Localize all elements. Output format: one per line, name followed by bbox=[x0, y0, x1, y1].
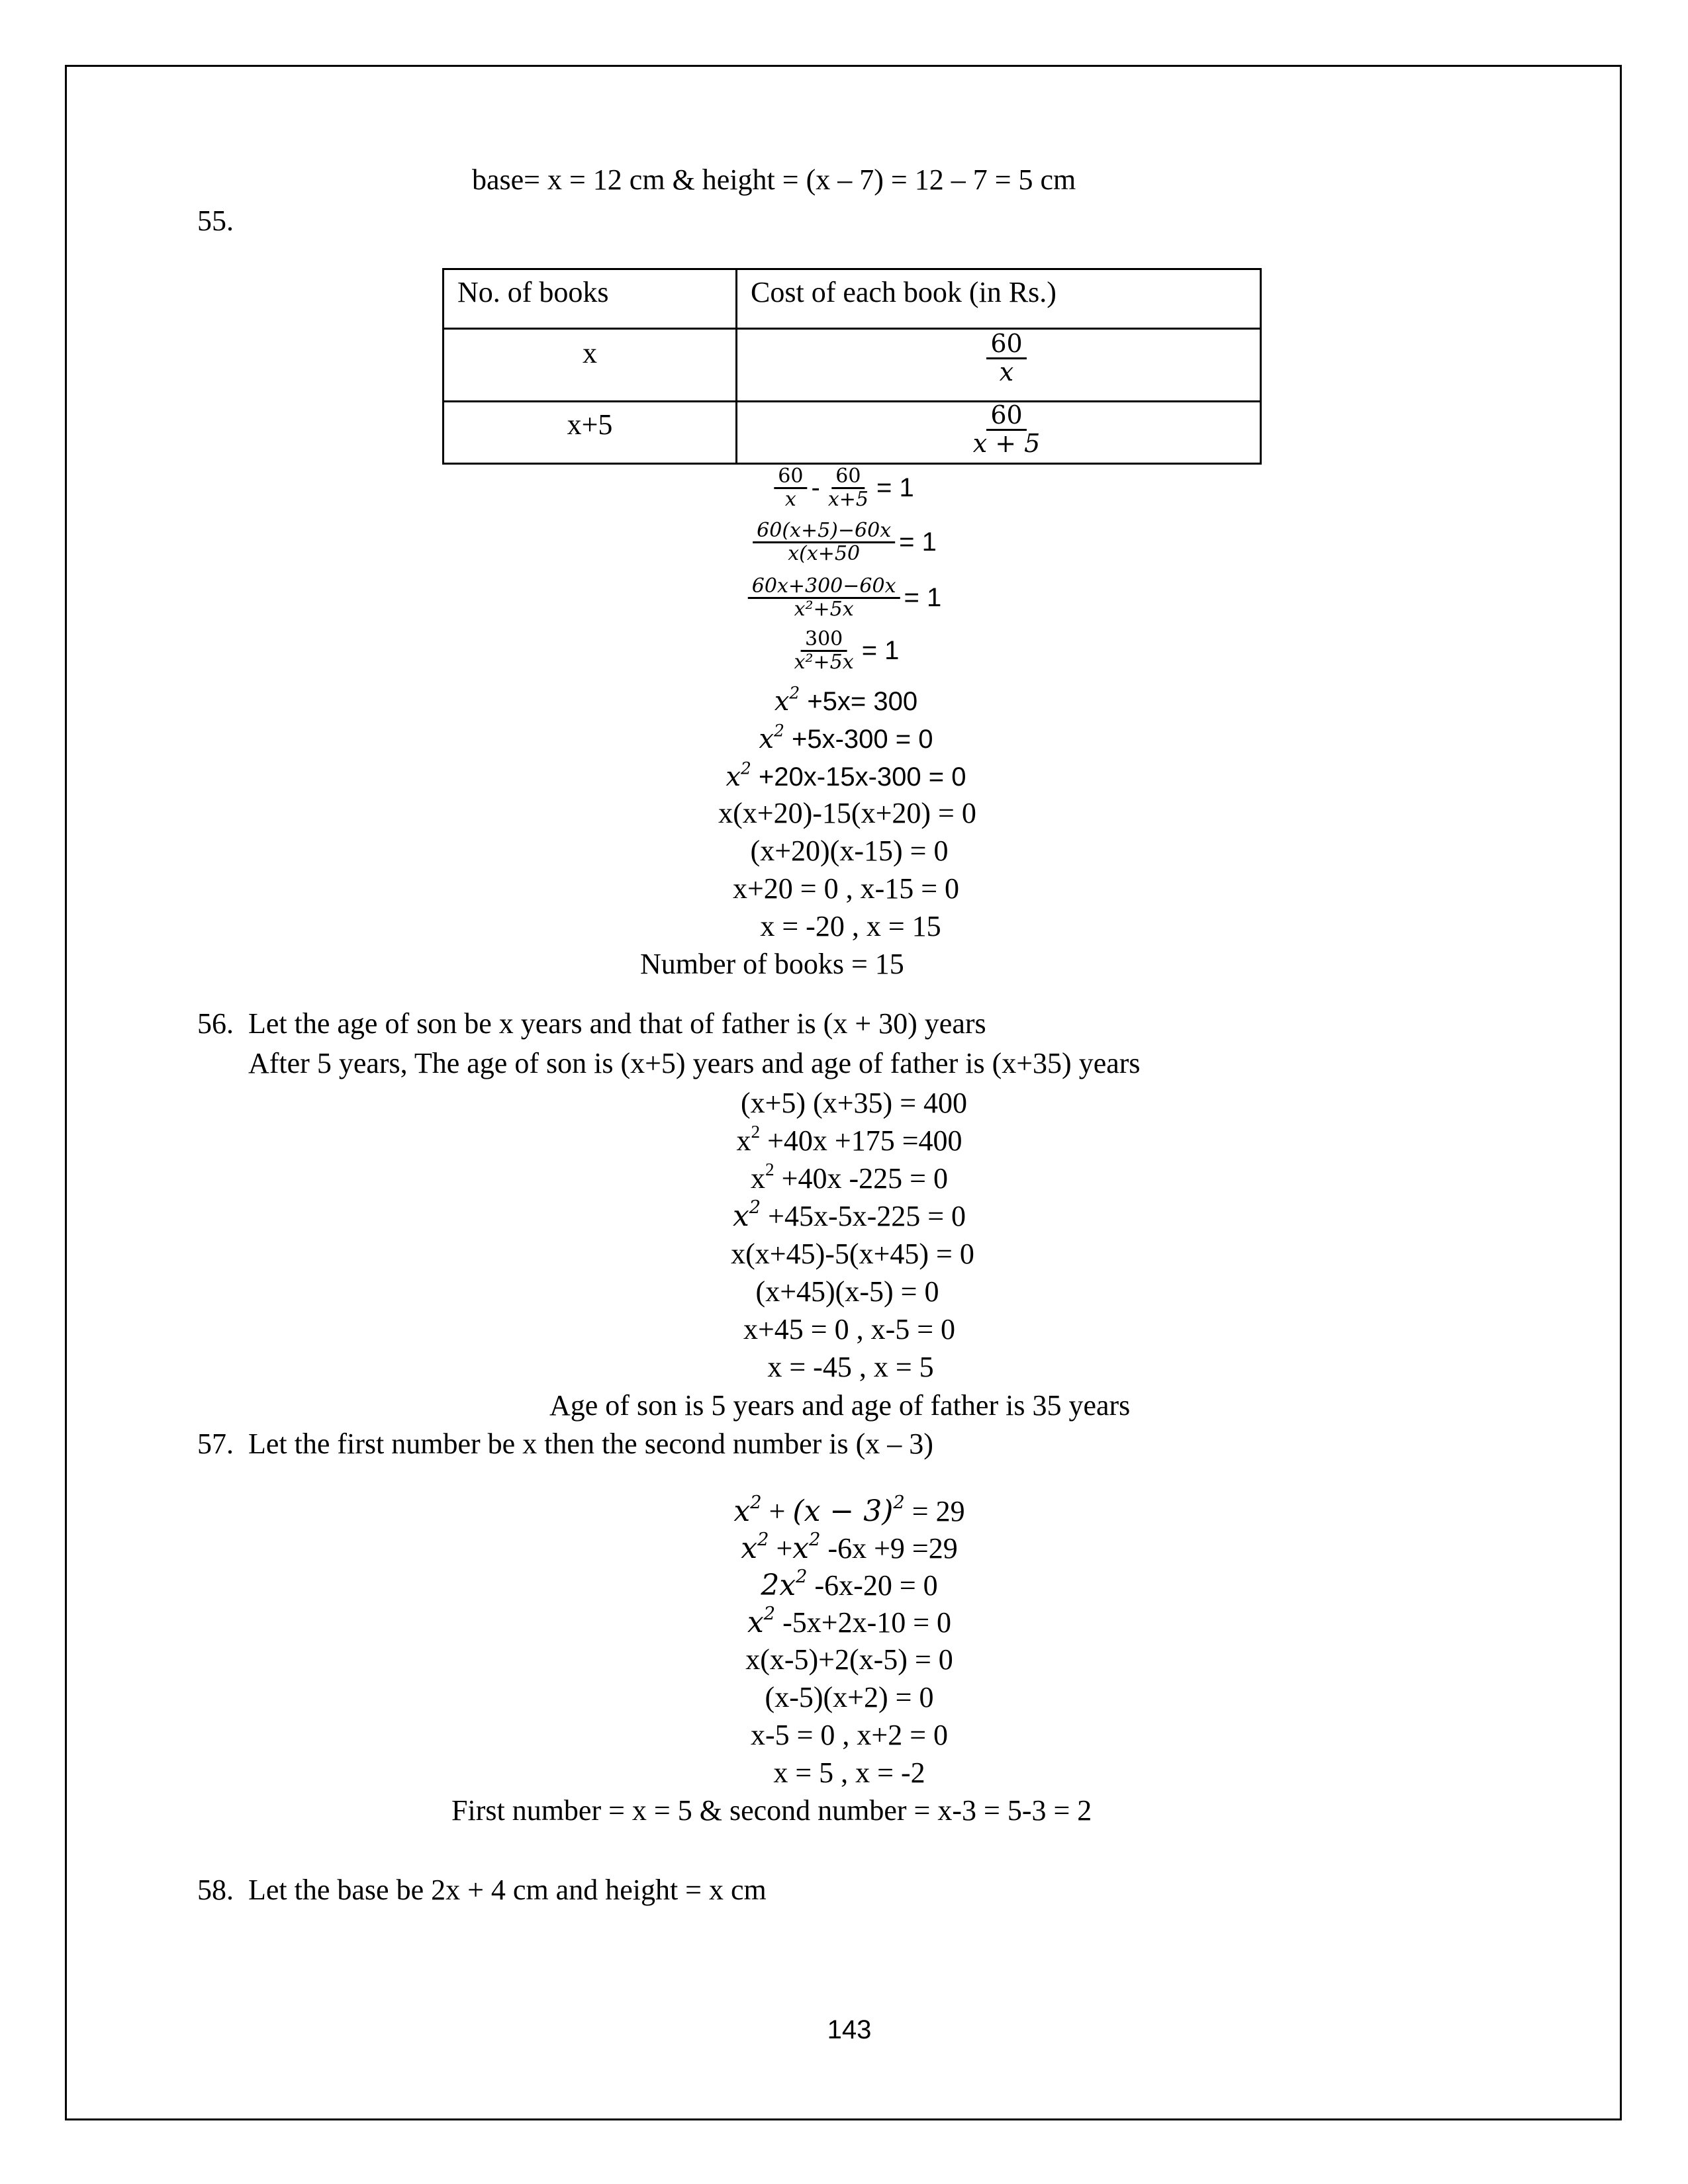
header-books: No. of books bbox=[457, 276, 609, 308]
q57-step6: (x-5)(x+2) = 0 bbox=[765, 1681, 934, 1713]
q55-step5: (x+20)(x-15) = 0 bbox=[750, 835, 949, 867]
q55-step3: $x^2 +20x-15x-300 = 0$ bbox=[726, 758, 966, 792]
eq4-den: x²+5x bbox=[794, 650, 854, 674]
q58-intro: Let the base be 2x + 4 cm and height = x cm bbox=[248, 1874, 767, 1906]
q55-step1: $x^2 +5x= 300$ bbox=[774, 683, 918, 717]
eq1-a-num: 60 bbox=[774, 466, 807, 489]
q57-step5: x(x-5)+2(x-5) = 0 bbox=[745, 1643, 953, 1676]
q55-eq4 bbox=[790, 629, 900, 672]
books-table bbox=[442, 268, 1262, 465]
q56-step7: x+45 = 0 , x-5 = 0 bbox=[743, 1313, 956, 1345]
q55-eq2 bbox=[753, 520, 937, 564]
q56-intro: Let the age of son be x years and that of father is (x + 30) years bbox=[248, 1007, 986, 1040]
eq2-rhs: = 1 bbox=[899, 527, 937, 557]
row1-cost-fraction bbox=[986, 331, 1026, 386]
table-row bbox=[444, 329, 1261, 402]
row1-cost-den: x bbox=[999, 357, 1014, 387]
q57-intro: Let the first number be x then the second number is (x – 3) bbox=[248, 1428, 933, 1460]
q55-step2: $x^2 +5x-300 = 0$ bbox=[759, 721, 933, 754]
eq1-b-den: x+5 bbox=[827, 487, 868, 511]
q55-step6: x+20 = 0 , x-15 = 0 bbox=[732, 872, 960, 905]
table-header-row bbox=[444, 269, 1261, 329]
eq1-a-den: x bbox=[784, 487, 796, 511]
q55-step7: x = -20 , x = 15 bbox=[760, 910, 941, 942]
eq2-den: x(x+50 bbox=[788, 541, 861, 565]
row2-cost-fraction bbox=[969, 402, 1045, 457]
q56-step8: x = -45 , x = 5 bbox=[767, 1351, 934, 1383]
q56-answer: Age of son is 5 years and age of father is 35 years bbox=[549, 1389, 1131, 1422]
q55-eq1 bbox=[774, 466, 914, 510]
row2-books: x+5 bbox=[567, 408, 613, 441]
q55-number: 55. bbox=[197, 205, 234, 237]
page-number: 143 bbox=[827, 2015, 872, 2044]
q56-step5: x(x+45)-5(x+45) = 0 bbox=[731, 1238, 974, 1270]
q58-number: 58. bbox=[197, 1874, 234, 1906]
eq1-op: - bbox=[811, 473, 820, 502]
row1-books: x bbox=[583, 337, 597, 369]
q57-step8: x = 5 , x = -2 bbox=[773, 1756, 925, 1789]
q57-step4: $x^2$ -5x+2x-10 = 0 bbox=[747, 1603, 952, 1639]
q56-step4: $x^2 +45x-5x-225 = 0$ bbox=[732, 1197, 966, 1233]
header-cost: Cost of each book (in Rs.) bbox=[751, 276, 1056, 308]
row2-cost-num: 60 bbox=[986, 402, 1026, 431]
eq3-rhs: = 1 bbox=[904, 582, 942, 612]
q57-answer: First number = x = 5 & second number = x-3 = 5-3 = 2 bbox=[451, 1794, 1092, 1827]
table-row bbox=[444, 402, 1261, 464]
q56-step1: (x+5) (x+35) = 400 bbox=[740, 1087, 968, 1119]
eq2-num: 60(x+5)−60x bbox=[753, 520, 895, 543]
eq4-num: 300 bbox=[801, 629, 847, 652]
q57-step3: $2x^2$ -6x-20 = 0 bbox=[761, 1566, 938, 1602]
q57-step7: x-5 = 0 , x+2 = 0 bbox=[750, 1719, 949, 1751]
q56-step6: (x+45)(x-5) = 0 bbox=[755, 1275, 939, 1308]
q56-step2: $x^2 +40x +175 =400$ bbox=[736, 1121, 962, 1157]
eq1-rhs: = 1 bbox=[876, 473, 914, 502]
eq3-num: 60x+300−60x bbox=[748, 576, 900, 599]
q57-step2: $x^2 +x^2$ -6x +9 =29 bbox=[741, 1529, 958, 1565]
q56-number: 56. bbox=[197, 1007, 234, 1040]
row2-cost-den: x + 5 bbox=[972, 428, 1041, 458]
eq1-b-num: 60 bbox=[831, 466, 865, 489]
q54-result-line: base= x = 12 cm & height = (x – 7) = 12 – 7 = 5 cm bbox=[472, 163, 1076, 196]
q57-step1: $x^2 + (x - 3)^2 = 29$ bbox=[733, 1492, 965, 1528]
row1-cost-num: 60 bbox=[986, 331, 1026, 359]
eq3-den: x²+5x bbox=[794, 597, 854, 621]
q55-step4: x(x+20)-15(x+20) = 0 bbox=[718, 797, 976, 829]
q56-intro2: After 5 years, The age of son is (x+5) years and age of father is (x+35) years bbox=[248, 1047, 1141, 1079]
q55-eq3 bbox=[748, 576, 941, 619]
q57-number: 57. bbox=[197, 1428, 234, 1460]
q56-step3: $x^2 +40x$ -225 = 0 bbox=[751, 1159, 948, 1195]
q55-answer: Number of books = 15 bbox=[640, 948, 904, 980]
eq4-rhs: = 1 bbox=[861, 635, 900, 665]
